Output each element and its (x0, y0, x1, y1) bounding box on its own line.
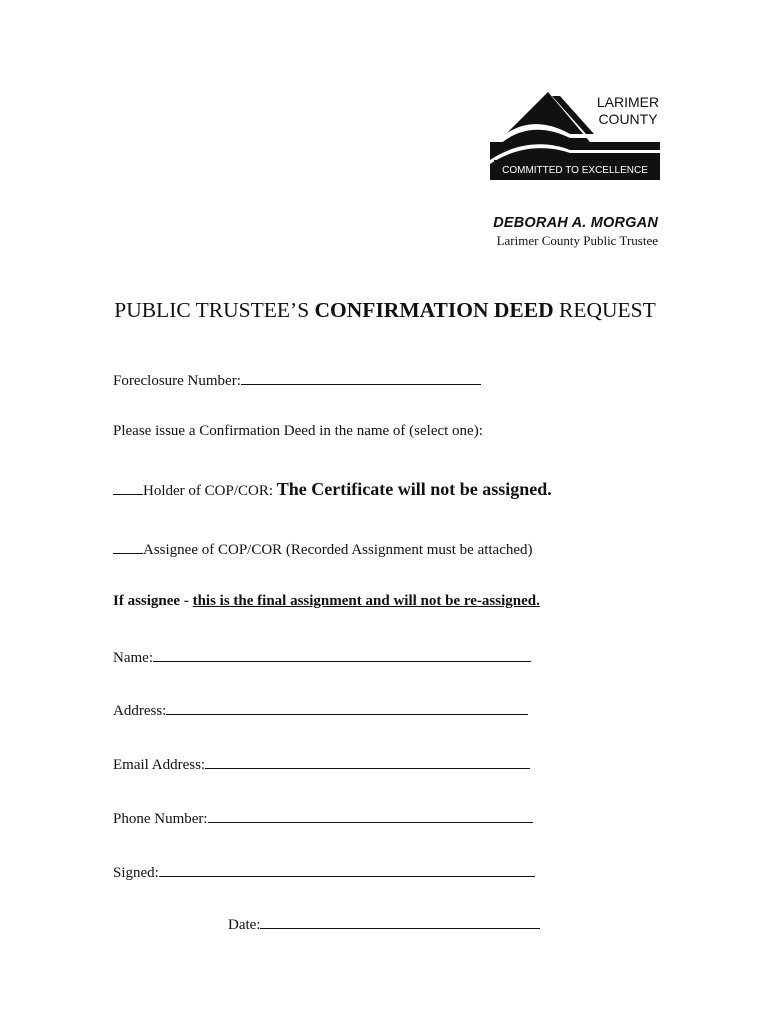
logo-line-1: LARIMER (596, 94, 660, 110)
option-assignee-select-field[interactable] (113, 539, 143, 554)
assignee-note-prefix: If assignee - (113, 593, 193, 609)
address-row (113, 700, 528, 720)
title-part-2: CONFIRMATION DEED (314, 298, 554, 322)
name-row (113, 647, 531, 667)
date-row (228, 914, 540, 934)
address-field[interactable] (166, 700, 528, 715)
title-part-3: REQUEST (553, 298, 656, 322)
logo-line-2: COUNTY (598, 111, 658, 127)
option-holder-label: Holder of COP/COR: (143, 483, 277, 499)
signature-field[interactable] (159, 862, 535, 877)
foreclosure-number-row (113, 370, 481, 390)
option-holder-select-field[interactable] (113, 480, 143, 495)
trustee-name: DEBORAH A. MORGAN (493, 215, 658, 231)
option-holder-note: The Certificate will not be assigned. (276, 479, 552, 499)
foreclosure-number-label: Foreclosure Number: (113, 373, 241, 389)
option-assignee-row (113, 539, 533, 559)
logo-tagline: COMMITTED TO EXCELLENCE (502, 165, 648, 176)
document-title (0, 298, 770, 323)
assignee-note (113, 593, 540, 610)
signed-row (113, 862, 535, 882)
option-holder-row (113, 479, 552, 500)
foreclosure-number-field[interactable] (241, 370, 481, 385)
address-label: Address: (113, 703, 167, 719)
date-label: Date: (228, 917, 261, 933)
signed-label: Signed: (113, 865, 159, 881)
name-field[interactable] (153, 647, 531, 662)
phone-label: Phone Number: (113, 811, 208, 827)
title-part-1: PUBLIC TRUSTEE’S (114, 298, 315, 322)
assignee-note-underlined: this is the final assignment and will not be re-assigned. (192, 593, 540, 609)
name-label: Name: (113, 650, 153, 666)
email-row (113, 754, 530, 774)
option-assignee-label: Assignee of COP/COR (Recorded Assignment must be attached) (143, 542, 533, 558)
trustee-title: Larimer County Public Trustee (496, 233, 658, 248)
phone-field[interactable] (208, 808, 533, 823)
mountain-logo-icon (490, 90, 660, 182)
larimer-county-logo (490, 90, 660, 182)
email-label: Email Address: (113, 757, 206, 773)
email-field[interactable] (205, 754, 530, 769)
date-field[interactable] (260, 914, 540, 929)
instruction-text: Please issue a Confirmation Deed in the name of (select one): (113, 423, 483, 439)
phone-row (113, 808, 533, 828)
